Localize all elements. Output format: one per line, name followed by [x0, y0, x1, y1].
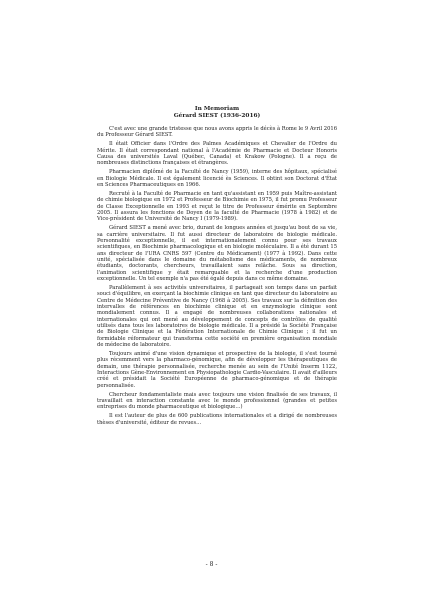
paragraph: Gérard SIEST a mené avec brio, durant de longues années et jusqu'au bout de sa vie, sa carrière universitaire. Il fut aussi directeur de laboratoire de biologie médicale. Personnalité exceptionnelle, il est internationalement connu pour ses travaux scientifiques, en Biochimie pharmacologique et en biologie moléculaire. Il a été durant 15 ans directeur de l'URA CNRS 597 (Centre du Médicament) (1977 à 1992). Dans cette unité, spécialisée dans le domaine du métabolisme des médicaments, de nombreux étudiants, doctorants, chercheurs, travaillaient sans relâche. Sous sa direction, l'animation scientifique y était remarquable et la recherche d'une production exceptionnelle. Un tel exemple n'a pas été égalé depuis dans ce même domaine.	[97, 225, 337, 282]
memoriam-subheading: Gérard SIEST (1936-2016)	[173, 113, 261, 119]
paragraph: Recruté à la Faculté de Pharmacie en tant qu'assistant en 1959 puis Maître-assistant de chimie biologique en 1972 et Professeur de Biochimie en 1975, il fut promu Professeur de Classe Exceptionnelle en 1993 et reçut le titre de Professeur émérite en Septembre 2005. Il assura les fonctions de Doyen de la faculté de Pharmacie (1978 à 1982) et de Vice-président de Université de Nancy I (1979-1989).	[97, 190, 337, 223]
paragraph: Parallèlement à ses activités universitaires, il partageait son temps dans un parfait souci d'équilibre, en exerçant la biochimie clinique en tant que directeur du laboratoire au Centre de Médecine Préventive de Nancy (1968 à 2005). Ses travaux sur la définition des intervalles de références en biochimie clinique et en enzymologie clinique sont mondialement connus. Il a engagé de nombreuses collaborations nationales et internationales qui ont mené au développement de concepts de contrôles de qualité utilisés dans tous les laboratoires de biologie médicale. Il a présidé la Société Française de Biologie Clinique et la Fédération Internationale de Chimie Clinique ; il fut un formidable réformateur qui transforma cette société en première organisation mondiale de médecine de laboratoire.	[97, 284, 337, 348]
article-body	[97, 106, 337, 428]
paragraph: Il est l'auteur de plus de 600 publications internationales et a dirigé de nombreuses thèses d'université, éditeur de revues…	[97, 413, 337, 426]
memoriam-heading: In Memoriam	[194, 106, 240, 112]
paragraph: Chercheur fondamentaliste mais avec toujours une vision finalisée de ses travaux, il travaillait en interaction constante avec le monde professionnel (grandes et petites entreprises du monde pharmaceutique et biologique…)	[97, 391, 337, 411]
paragraph: Pharmacien diplômé de la Faculté de Nancy (1959), interne des hôpitaux, spécialisé en Biologie Médicale. Il est également licencié ès Sciences. Il obtint son Doctorat d'État en Sciences Pharmaceutiques en 1966.	[97, 169, 337, 188]
paragraph: Il était Officier dans l'Ordre des Palmes Académiques et Chevalier de l'Ordre du Mérite. Il était correspondant national à l'Académie de Pharmacie et Docteur Honoris Causa des universités Laval (Québec, Canada) et Krakow (Pologne). Il a reçu de nombreuses distinctions françaises et étrangères.	[97, 141, 337, 167]
paragraph: C'est avec une grande tristesse que nous avons appris le décès à Rome le 9 Avril 2016 du Professeur Gérard SIEST.	[97, 126, 337, 139]
paragraph: Toujours animé d'une vision dynamique et prospective de la biologie, il s'est tourné plus récemment vers la pharmaco-génomique, afin de développer les thérapeutiques de demain, une thérapie personnalisée, recherche menée au sein de l'Unité Inserm 1122, Interactions Gène-Environnement en Physiopathologie Cardio-Vasculaire. Il avait d'ailleurs créé et présidait la Société Européenne de pharmaco-génomique et de thérapie personnalisée.	[97, 350, 337, 389]
page-number: - 8 -	[205, 561, 218, 568]
